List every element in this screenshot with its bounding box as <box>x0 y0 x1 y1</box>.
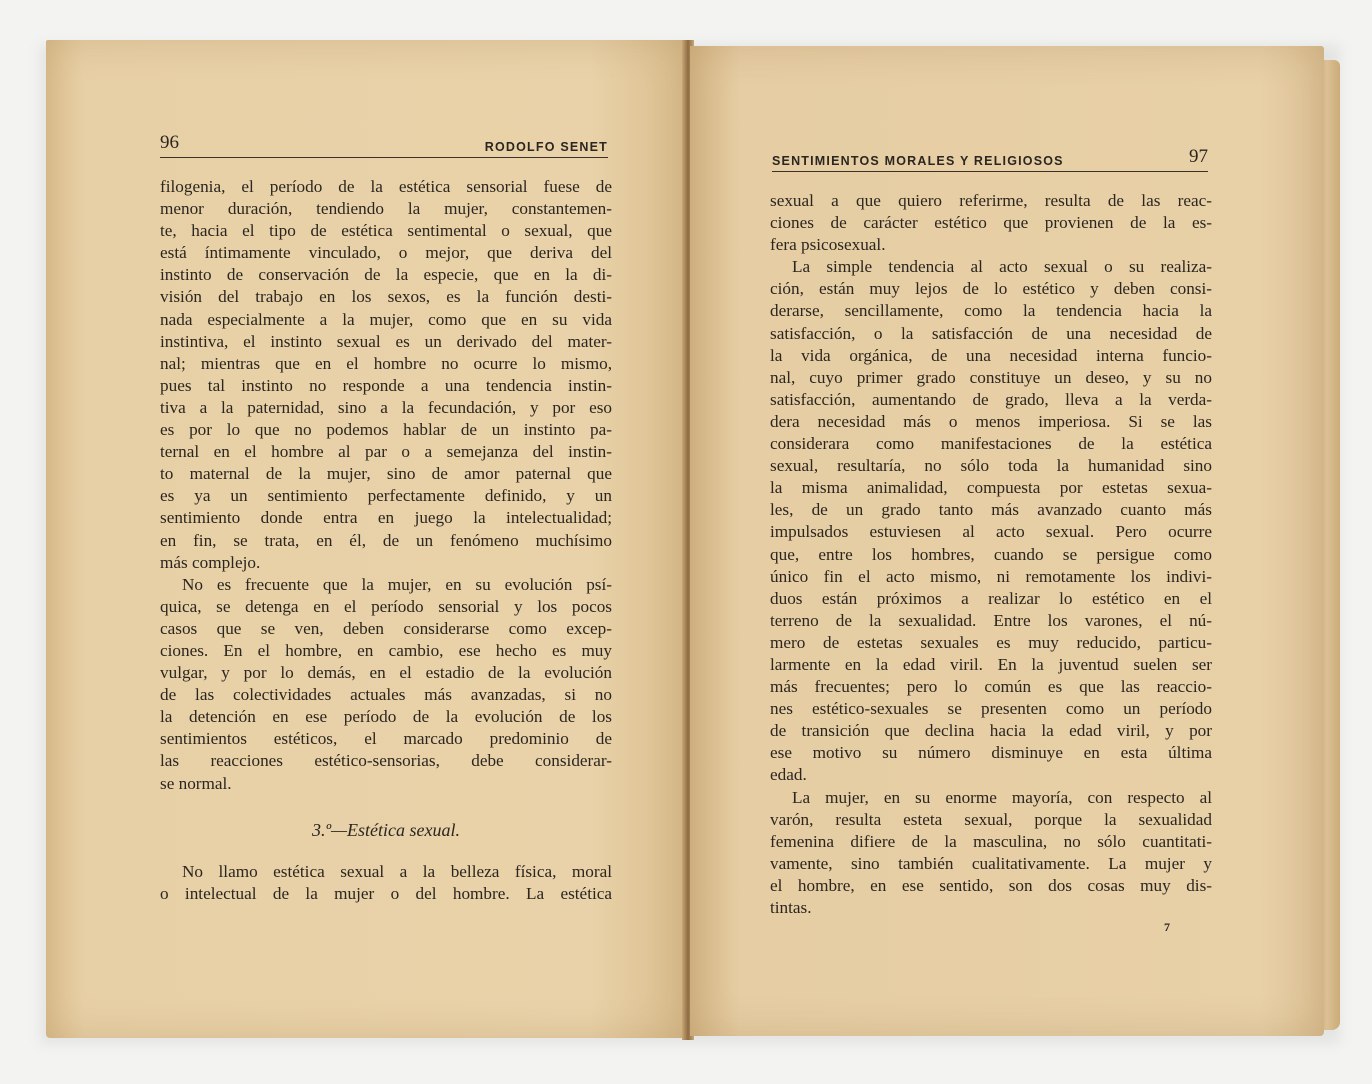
text-line: instintiva, el instinto sexual es un derivado del mater- <box>160 331 612 351</box>
left-page <box>46 40 686 1038</box>
text-line: vulgar, y por lo demás, en el estadio de la evolución <box>160 663 612 683</box>
text-line: pues tal instinto no responde a una tendencia instin- <box>160 375 612 395</box>
right-page-text <box>770 190 1212 919</box>
text-line: larmente en la edad viril. En la juventud suelen ser <box>770 654 1212 674</box>
text-line: impulsados estuviesen al acto sexual. Pero ocurre <box>770 522 1212 542</box>
text-line: visión del trabajo en los sexos, es la función desti- <box>160 287 612 307</box>
text-line: les, de un grado tanto más avanzado cuanto más <box>770 500 1212 520</box>
text-line: vamente, sino también cualitativamente. La mujer y <box>770 853 1212 873</box>
right-page <box>690 46 1324 1036</box>
text-line: sentimiento donde entra en juego la intelectualidad; <box>160 508 612 528</box>
text-line: o intelectual de la mujer o del hombre. La estética <box>160 883 612 903</box>
text-line: quica, se detenga en el período sensorial y los pocos <box>160 596 612 616</box>
text-line: tiva a la paternidad, sino a la fecundación, y por eso <box>160 397 612 417</box>
text-line: de transición que declina hacia la edad viril, y por <box>770 721 1212 741</box>
text-line: en fin, se trata, en él, de un fenómeno muchísimo <box>160 530 612 550</box>
text-line: sentimientos estéticos, el marcado predominio de <box>160 729 612 749</box>
left-page-number: 96 <box>160 132 179 153</box>
text-line: la vida orgánica, de una necesidad interna funcio- <box>770 345 1212 365</box>
text-line: filogenia, el período de la estética sensorial fuese de <box>160 177 612 196</box>
text-line: duos están próximos a realizar lo estético en el <box>770 588 1212 608</box>
text-line: La mujer, en su enorme mayoría, con respecto al <box>792 787 1212 807</box>
left-page-text <box>160 176 612 905</box>
text-line: derarse, sencillamente, como la tendencia hacia la <box>770 301 1212 321</box>
text-line: dera necesidad más o menos imperiosa. Si se las <box>770 411 1212 431</box>
text-line: mero de estetas sexuales es muy reducido, particu- <box>770 632 1212 652</box>
text-line: más frecuentes; pero lo común es que las reaccio- <box>770 677 1212 697</box>
text-line: las reacciones estético-sensorias, debe considerar- <box>160 751 612 771</box>
text-line: fera psicosexual. <box>770 235 886 255</box>
text-line: satisfacción, o la satisfacción de una necesidad de <box>770 323 1212 343</box>
text-line: más complejo. <box>160 552 261 572</box>
text-line: No llamo estética sexual a la belleza física, moral <box>182 861 612 881</box>
section-title: 3.º—Estética sexual. <box>311 819 461 840</box>
text-line: te, hacia el tipo de estética sentimental o sexual, que <box>160 221 612 241</box>
text-line: de las colectividades actuales más avanzadas, si no <box>160 685 612 705</box>
text-line: instinto de conservación de la especie, que en la di- <box>160 265 612 285</box>
text-line: No es frecuente que la mujer, en su evolución psí- <box>182 574 612 594</box>
text-line: sexual, resultaría, no sólo toda la humanidad sino <box>770 456 1212 476</box>
text-line: tintas. <box>770 898 812 917</box>
left-paragraph-1 <box>160 176 612 574</box>
left-running-head: RODOLFO SENET <box>484 140 608 154</box>
text-line: ción, están muy lejos de lo estético y deben consi- <box>770 279 1212 299</box>
text-line: femenina difiere de la masculina, no sólo cuantitati- <box>770 831 1212 851</box>
text-line: menor duración, tendiendo la mujer, constantemen- <box>160 199 612 219</box>
text-line: La simple tendencia al acto sexual o su realiza- <box>792 257 1212 277</box>
right-paragraph-2 <box>770 256 1212 786</box>
text-line: único fin el acto mismo, ni remotamente los indivi- <box>770 566 1212 586</box>
text-line: satisfacción, aumentando de grado, lleva a la verda- <box>770 389 1212 409</box>
text-line: el hombre, en ese sentido, son dos cosas muy dis- <box>770 875 1212 895</box>
left-paragraph-3 <box>160 861 612 905</box>
right-running-head: SENTIMIENTOS MORALES Y RELIGIOSOS <box>772 154 1064 168</box>
text-line: sexual a que quiero referirme, resulta de las reac- <box>770 191 1212 210</box>
text-line: nal, cuyo primer grado constituye un deseo, y su no <box>770 367 1212 387</box>
text-line: ese motivo su número disminuye en esta última <box>770 743 1212 763</box>
left-paragraph-2 <box>160 574 612 795</box>
text-line: terreno de la sexualidad. Entre los varones, el nú- <box>770 610 1212 630</box>
text-line: se normal. <box>160 773 232 793</box>
text-line: to maternal de la mujer, sino de amor paternal que <box>160 464 612 484</box>
signature-mark: 7 <box>1164 920 1170 934</box>
right-page-number: 97 <box>1189 146 1208 167</box>
text-line: que, entre los hombres, cuando se persigue como <box>770 544 1212 564</box>
text-line: ciones de carácter estético que provienen de la es- <box>770 213 1212 233</box>
right-paragraph-3 <box>770 787 1212 920</box>
right-page-header <box>772 146 1208 172</box>
text-line: es por lo que no podemos hablar de un instinto pa- <box>160 420 612 440</box>
text-line: edad. <box>770 765 807 785</box>
text-line: la detención en ese período de la evolución de los <box>160 707 612 727</box>
text-line: está íntimamente vinculado, o mejor, que deriva del <box>160 243 612 263</box>
text-line: ternal en el hombre al par o a semejanza del instin- <box>160 442 612 462</box>
text-line: considerara como manifestaciones de la estética <box>770 434 1212 454</box>
left-page-header <box>160 132 608 158</box>
text-line: es ya un sentimiento perfectamente definido, y un <box>160 486 612 506</box>
right-paragraph-1 <box>770 190 1212 256</box>
text-line: varón, resulta esteta sexual, porque la sexualidad <box>770 809 1212 829</box>
text-line: casos que se ven, deben considerarse como excep- <box>160 618 612 638</box>
text-line: nal; mientras que en el hombre no ocurre lo mismo, <box>160 353 612 373</box>
text-line: ciones. En el hombre, en cambio, ese hecho es muy <box>160 640 612 660</box>
text-line: nada especialmente a la mujer, como que en su vida <box>160 309 612 329</box>
text-line: nes estético-sexuales se presenten como un período <box>770 699 1212 719</box>
text-line: la misma animalidad, compuesta por estetas sexua- <box>770 478 1212 498</box>
